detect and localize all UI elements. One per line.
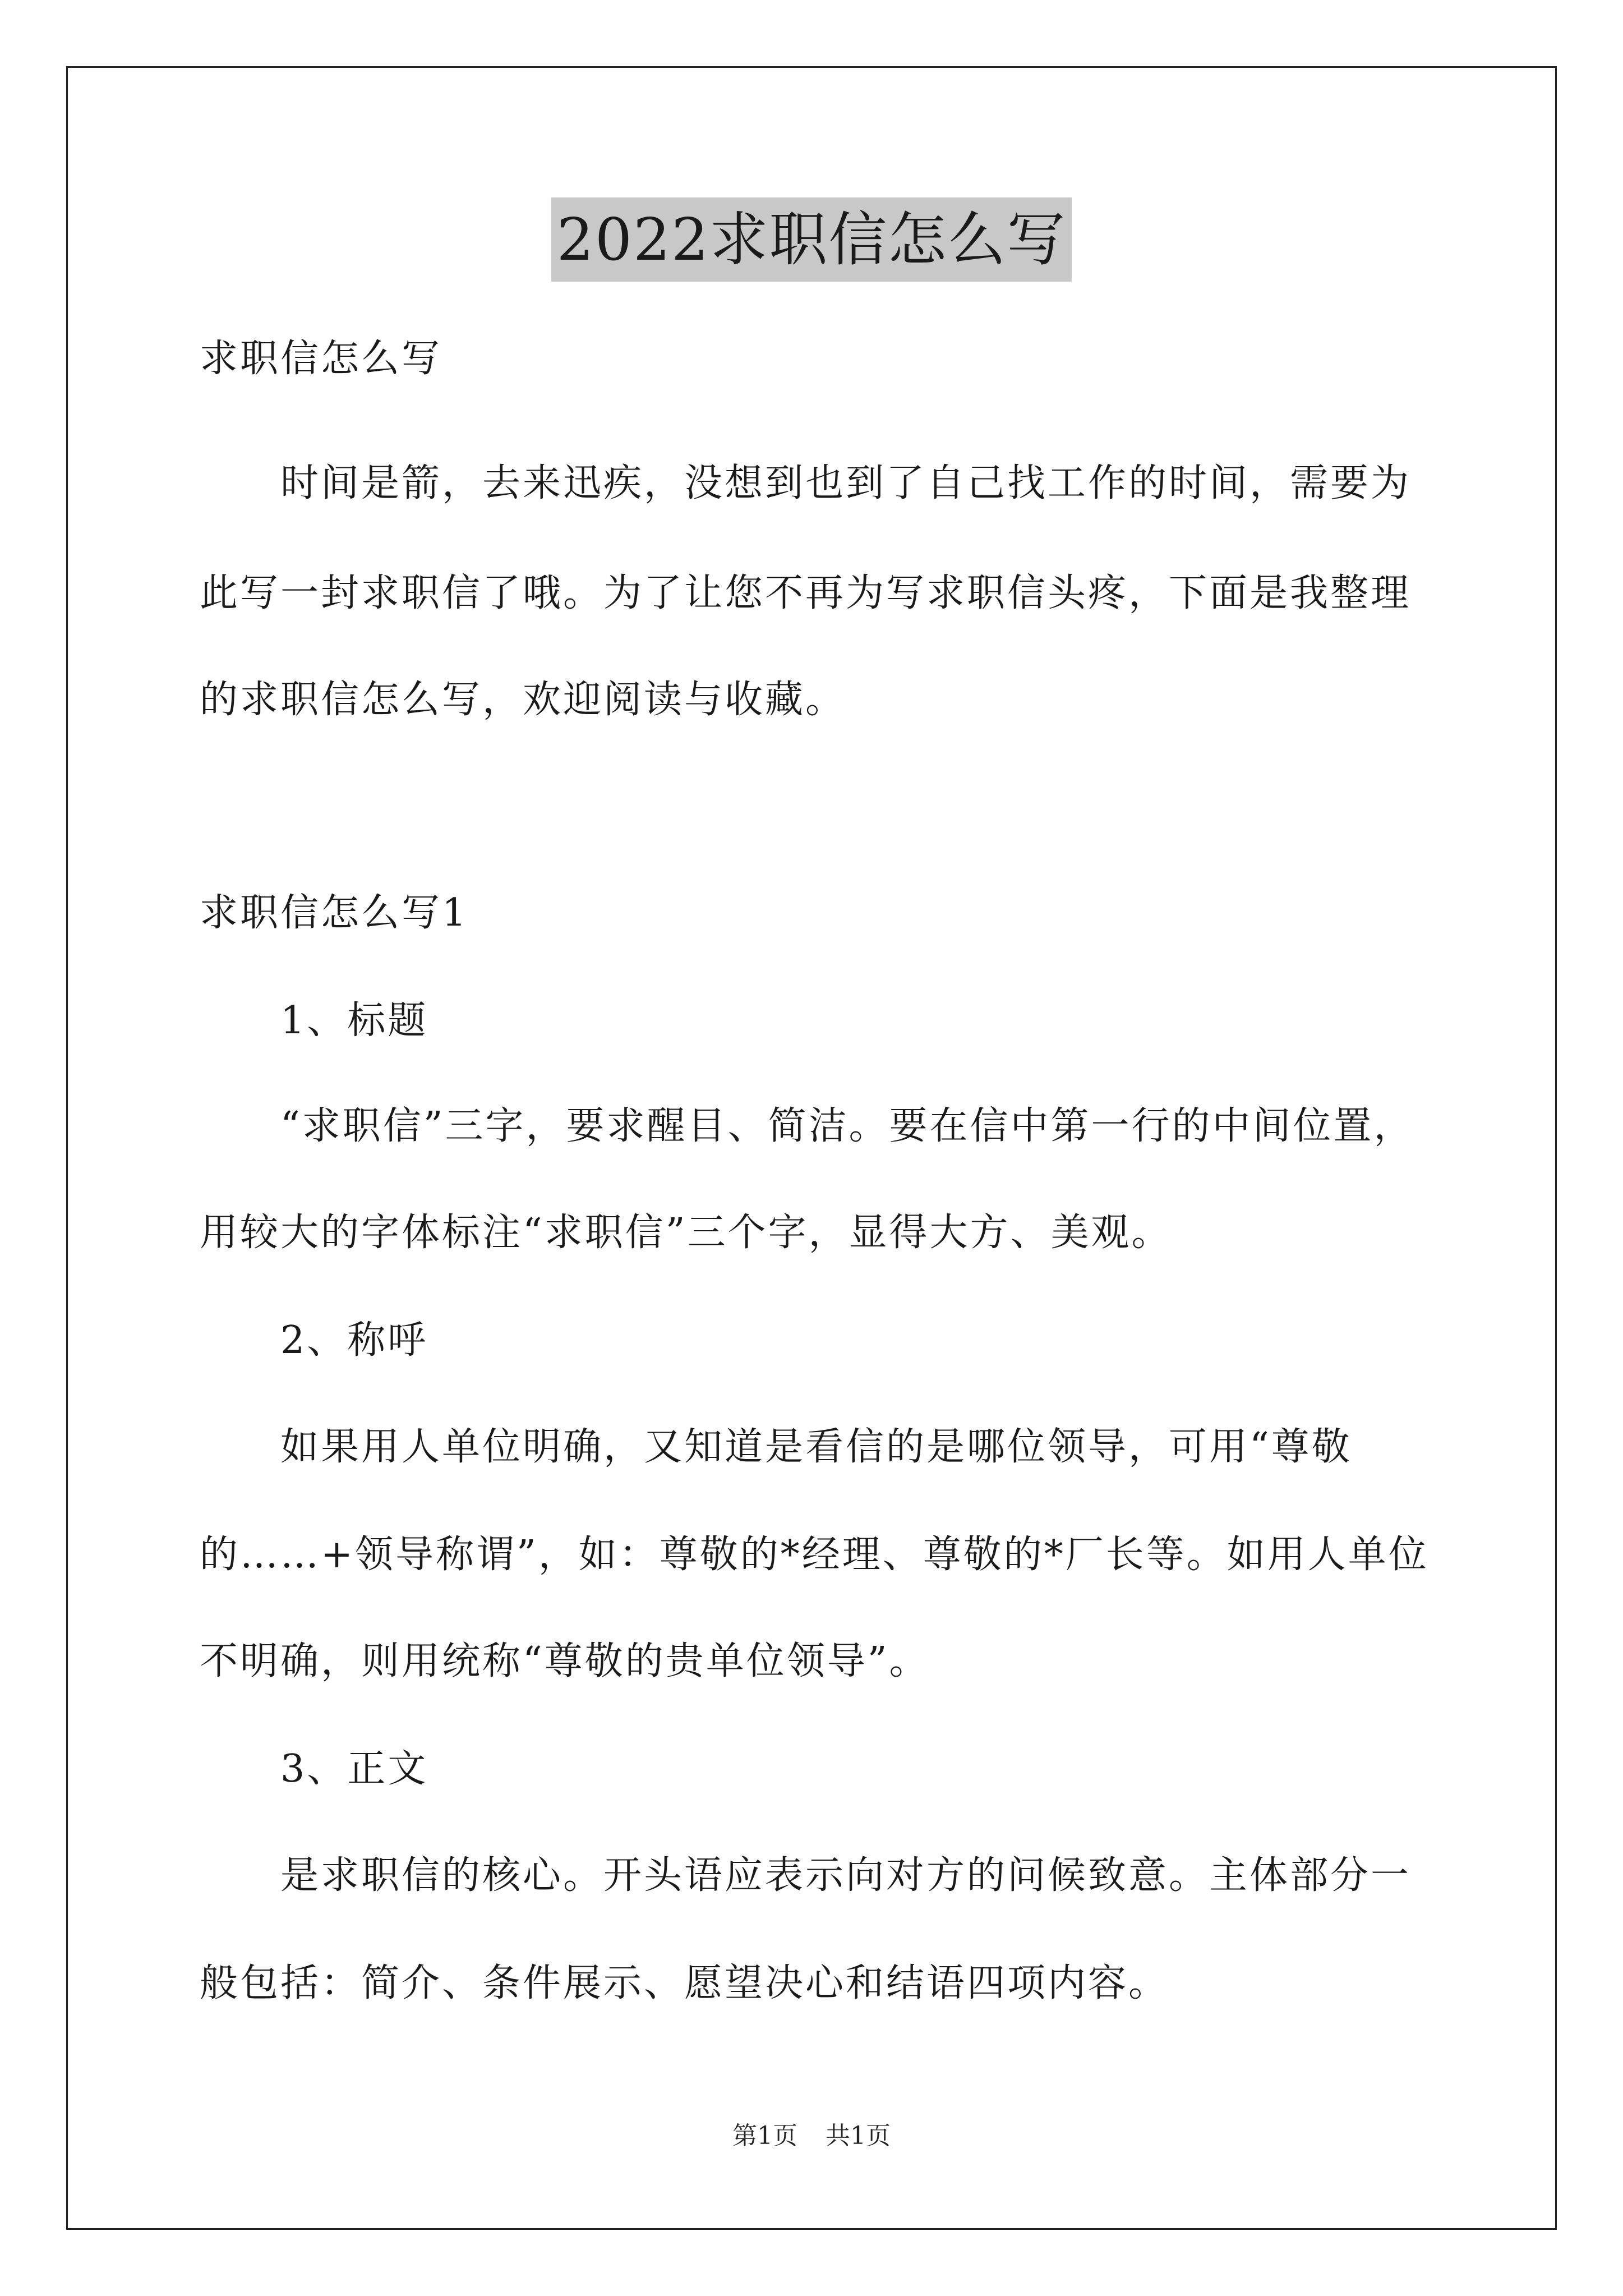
- document-title: 2022求职信怎么写: [551, 197, 1072, 282]
- salutation-paragraph-line-1: 如果用人单位明确，又知道是看信的是哪位领导，可用“尊敬: [280, 1425, 1352, 1469]
- body-paragraph-line-1: 是求职信的核心。开头语应表示向对方的问候致意。主体部分一: [280, 1853, 1412, 1898]
- subheading-title: 1、标题: [280, 999, 428, 1043]
- intro-paragraph-line-3: 的求职信怎么写，欢迎阅读与收藏。: [200, 678, 846, 722]
- section-heading: 求职信怎么写1: [200, 891, 469, 935]
- page-total: 共1页: [826, 2122, 891, 2150]
- page-footer: [0, 2119, 1623, 2153]
- title-container: [0, 197, 1623, 282]
- subheading-body: 3、正文: [280, 1747, 428, 1791]
- intro-paragraph-line-2: 此写一封求职信了哦。为了让您不再为写求职信头疼，下面是我整理: [200, 571, 1412, 615]
- salutation-paragraph-line-2: 的……+领导称谓”，如：尊敬的*经理、尊敬的*厂长等。如用人单位: [200, 1533, 1429, 1577]
- intro-paragraph-line-1: 时间是箭，去来迅疾，没想到也到了自己找工作的时间，需要为: [280, 461, 1412, 505]
- subheading-salutation: 2、称呼: [280, 1318, 428, 1363]
- salutation-paragraph-line-3: 不明确，则用统称“尊敬的贵单位领导”。: [200, 1639, 930, 1683]
- title-paragraph-line-1: “求职信”三字，要求醒目、简洁。要在信中第一行的中间位置，: [280, 1104, 1414, 1148]
- intro-heading: 求职信怎么写: [200, 337, 442, 381]
- body-paragraph-line-2: 般包括：简介、条件展示、愿望决心和结语四项内容。: [200, 1961, 1169, 2005]
- page-number: 第1页: [732, 2122, 797, 2150]
- title-paragraph-line-2: 用较大的字体标注“求职信”三个字，显得大方、美观。: [200, 1211, 1172, 1255]
